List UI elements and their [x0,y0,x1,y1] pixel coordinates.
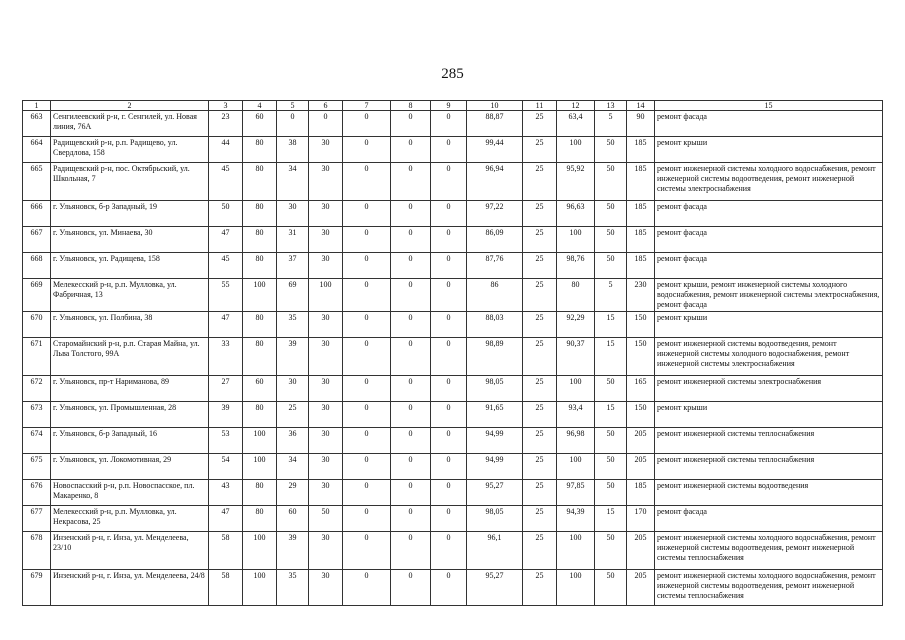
column-header-10: 10 [467,101,523,111]
cell-c5: 30 [277,376,309,402]
column-header-13: 13 [595,101,627,111]
cell-c6: 30 [309,402,343,428]
cell-c12: 100 [557,532,595,570]
cell-c11: 25 [523,428,557,454]
cell-n: 668 [23,253,51,279]
cell-c6: 30 [309,480,343,506]
cell-n: 665 [23,163,51,201]
cell-c7: 0 [343,376,391,402]
cell-work: ремонт инженерной системы водоотведения, ремонт инженерной системы холодного водоснабжения, ремонт инженерной системы электроснабжения [655,338,883,376]
cell-c7: 0 [343,253,391,279]
cell-c9: 0 [431,253,467,279]
cell-c6: 50 [309,506,343,532]
cell-c7: 0 [343,338,391,376]
cell-c5: 35 [277,312,309,338]
cell-c4: 100 [243,428,277,454]
cell-c14: 230 [627,279,655,312]
cell-c9: 0 [431,428,467,454]
cell-c3: 58 [209,532,243,570]
cell-c13: 50 [595,253,627,279]
cell-c5: 34 [277,454,309,480]
cell-c13: 50 [595,570,627,606]
cell-n: 664 [23,137,51,163]
cell-address: г. Ульяновск, ул. Полбина, 38 [51,312,209,338]
cell-c8: 0 [391,111,431,137]
cell-c7: 0 [343,570,391,606]
column-header-6: 6 [309,101,343,111]
cell-c6: 0 [309,111,343,137]
cell-c10: 95,27 [467,570,523,606]
cell-c4: 80 [243,402,277,428]
cell-c10: 94,99 [467,454,523,480]
cell-c8: 0 [391,532,431,570]
cell-n: 671 [23,338,51,376]
column-header-5: 5 [277,101,309,111]
cell-n: 672 [23,376,51,402]
cell-c9: 0 [431,201,467,227]
cell-c8: 0 [391,570,431,606]
column-header-2: 2 [51,101,209,111]
cell-c6: 30 [309,201,343,227]
cell-c9: 0 [431,402,467,428]
cell-c13: 50 [595,163,627,201]
cell-c13: 15 [595,312,627,338]
column-header-8: 8 [391,101,431,111]
cell-c5: 30 [277,201,309,227]
table-row [23,163,883,201]
table-row [23,137,883,163]
column-header-9: 9 [431,101,467,111]
page-number: 285 [441,66,464,82]
cell-c12: 90,37 [557,338,595,376]
cell-c8: 0 [391,428,431,454]
cell-c12: 100 [557,376,595,402]
cell-work: ремонт инженерной системы холодного водоснабжения, ремонт инженерной системы водоотведения, ремонт инженерной системы электроснабжения [655,163,883,201]
cell-c14: 185 [627,253,655,279]
cell-c5: 39 [277,532,309,570]
cell-c4: 80 [243,480,277,506]
cell-c10: 91,65 [467,402,523,428]
cell-work: ремонт инженерной системы электроснабжения [655,376,883,402]
cell-c10: 98,05 [467,376,523,402]
cell-c11: 25 [523,402,557,428]
cell-c4: 100 [243,532,277,570]
cell-c14: 185 [627,201,655,227]
cell-c9: 0 [431,338,467,376]
cell-c5: 31 [277,227,309,253]
cell-c8: 0 [391,376,431,402]
table-row [23,227,883,253]
cell-c10: 98,05 [467,506,523,532]
cell-c6: 30 [309,570,343,606]
table-row [23,253,883,279]
cell-work: ремонт инженерной системы теплоснабжения [655,428,883,454]
cell-c11: 25 [523,312,557,338]
cell-n: 678 [23,532,51,570]
table-row [23,338,883,376]
cell-c11: 25 [523,163,557,201]
cell-c3: 39 [209,402,243,428]
cell-c4: 100 [243,454,277,480]
cell-work: ремонт инженерной системы водоотведения [655,480,883,506]
column-header-11: 11 [523,101,557,111]
cell-address: Старомайнский р-н, р.п. Старая Майна, ул. Льва Толстого, 99А [51,338,209,376]
cell-c4: 80 [243,312,277,338]
cell-c9: 0 [431,570,467,606]
cell-c10: 88,87 [467,111,523,137]
cell-c8: 0 [391,201,431,227]
cell-c13: 50 [595,137,627,163]
cell-c3: 47 [209,506,243,532]
cell-c4: 80 [243,201,277,227]
cell-work: ремонт фасада [655,253,883,279]
cell-c13: 15 [595,506,627,532]
cell-c14: 205 [627,454,655,480]
column-header-1: 1 [23,101,51,111]
cell-c5: 69 [277,279,309,312]
cell-work: ремонт фасада [655,201,883,227]
cell-c6: 30 [309,227,343,253]
cell-c13: 50 [595,480,627,506]
table-row [23,402,883,428]
cell-c13: 50 [595,428,627,454]
cell-c10: 96,94 [467,163,523,201]
cell-address: Инзенский р-н, г. Инза, ул. Менделеева, 23/10 [51,532,209,570]
cell-c4: 80 [243,137,277,163]
cell-c11: 25 [523,111,557,137]
cell-c14: 205 [627,570,655,606]
cell-c8: 0 [391,279,431,312]
cell-work: ремонт крыши [655,137,883,163]
cell-work: ремонт крыши, ремонт инженерной системы холодного водоснабжения, ремонт инженерной системы электроснабжения, ремонт фасада [655,279,883,312]
cell-c4: 60 [243,111,277,137]
cell-c9: 0 [431,163,467,201]
cell-c3: 45 [209,163,243,201]
cell-c4: 80 [243,338,277,376]
cell-n: 674 [23,428,51,454]
cell-c3: 54 [209,454,243,480]
table-row [23,111,883,137]
cell-c9: 0 [431,454,467,480]
cell-c8: 0 [391,338,431,376]
cell-c10: 86 [467,279,523,312]
cell-c3: 47 [209,227,243,253]
cell-c12: 96,63 [557,201,595,227]
cell-c8: 0 [391,454,431,480]
cell-c14: 205 [627,428,655,454]
cell-work: ремонт фасада [655,227,883,253]
cell-c10: 96,1 [467,532,523,570]
cell-address: г. Ульяновск, ул. Локомотивная, 29 [51,454,209,480]
cell-c9: 0 [431,480,467,506]
cell-address: г. Ульяновск, ул. Радищева, 158 [51,253,209,279]
cell-c8: 0 [391,506,431,532]
buildings-table [22,100,883,606]
cell-n: 675 [23,454,51,480]
cell-c5: 36 [277,428,309,454]
column-header-7: 7 [343,101,391,111]
cell-c6: 30 [309,454,343,480]
cell-c10: 98,89 [467,338,523,376]
cell-c11: 25 [523,532,557,570]
cell-c9: 0 [431,279,467,312]
cell-n: 677 [23,506,51,532]
cell-c11: 25 [523,454,557,480]
cell-c12: 100 [557,454,595,480]
cell-c6: 30 [309,338,343,376]
cell-c12: 80 [557,279,595,312]
cell-c7: 0 [343,137,391,163]
cell-c13: 50 [595,532,627,570]
cell-c9: 0 [431,227,467,253]
cell-address: Радищевский р-н, р.п. Радищево, ул. Свердлова, 158 [51,137,209,163]
cell-c12: 93,4 [557,402,595,428]
cell-c14: 185 [627,227,655,253]
cell-c11: 25 [523,201,557,227]
cell-work: ремонт инженерной системы холодного водоснабжения, ремонт инженерной системы водоотведения, ремонт инженерной системы теплоснабжения [655,570,883,606]
cell-c12: 98,76 [557,253,595,279]
cell-c3: 58 [209,570,243,606]
cell-c11: 25 [523,570,557,606]
cell-address: Инзенский р-н, г. Инза, ул. Менделеева, 24/8 [51,570,209,606]
cell-c8: 0 [391,227,431,253]
cell-c14: 185 [627,137,655,163]
cell-address: г. Ульяновск, б-р Западный, 19 [51,201,209,227]
table-row [23,454,883,480]
cell-address: Мелекесский р-н, р.п. Мулловка, ул. Фабричная, 13 [51,279,209,312]
cell-c11: 25 [523,376,557,402]
cell-c5: 37 [277,253,309,279]
cell-c4: 80 [243,506,277,532]
cell-c7: 0 [343,111,391,137]
cell-c7: 0 [343,402,391,428]
table-body [23,111,883,606]
cell-c12: 96,98 [557,428,595,454]
cell-c8: 0 [391,312,431,338]
cell-c7: 0 [343,480,391,506]
cell-c12: 92,29 [557,312,595,338]
cell-c10: 94,99 [467,428,523,454]
cell-work: ремонт фасада [655,506,883,532]
cell-c12: 100 [557,137,595,163]
column-header-14: 14 [627,101,655,111]
table-row [23,570,883,606]
cell-c3: 55 [209,279,243,312]
cell-n: 670 [23,312,51,338]
cell-n: 663 [23,111,51,137]
cell-c13: 50 [595,227,627,253]
cell-c13: 50 [595,454,627,480]
cell-c9: 0 [431,506,467,532]
table-row [23,201,883,227]
cell-c5: 38 [277,137,309,163]
column-header-15: 15 [655,101,883,111]
cell-n: 669 [23,279,51,312]
cell-c10: 88,03 [467,312,523,338]
cell-c4: 80 [243,253,277,279]
cell-c6: 30 [309,376,343,402]
cell-c8: 0 [391,137,431,163]
cell-c9: 0 [431,532,467,570]
cell-c14: 150 [627,402,655,428]
cell-c14: 205 [627,532,655,570]
cell-c5: 34 [277,163,309,201]
cell-c12: 95,92 [557,163,595,201]
cell-c7: 0 [343,428,391,454]
cell-work: ремонт крыши [655,312,883,338]
cell-c12: 100 [557,227,595,253]
cell-c10: 87,76 [467,253,523,279]
table-row [23,506,883,532]
cell-c8: 0 [391,402,431,428]
cell-c10: 95,27 [467,480,523,506]
cell-c11: 25 [523,338,557,376]
column-header-12: 12 [557,101,595,111]
cell-c7: 0 [343,532,391,570]
cell-c5: 35 [277,570,309,606]
cell-c13: 15 [595,338,627,376]
cell-n: 667 [23,227,51,253]
cell-c8: 0 [391,163,431,201]
cell-c9: 0 [431,312,467,338]
cell-c14: 165 [627,376,655,402]
cell-c3: 44 [209,137,243,163]
cell-n: 666 [23,201,51,227]
cell-c8: 0 [391,253,431,279]
cell-n: 679 [23,570,51,606]
table-header-row [23,101,883,111]
cell-c7: 0 [343,506,391,532]
cell-c3: 50 [209,201,243,227]
cell-address: Радищевский р-н, пос. Октябрьский, ул. Школьная, 7 [51,163,209,201]
table-row [23,532,883,570]
cell-c4: 80 [243,163,277,201]
cell-c14: 150 [627,312,655,338]
cell-work: ремонт фасада [655,111,883,137]
table-row [23,428,883,454]
cell-c4: 100 [243,279,277,312]
cell-c4: 100 [243,570,277,606]
cell-n: 676 [23,480,51,506]
cell-c12: 63,4 [557,111,595,137]
column-header-3: 3 [209,101,243,111]
cell-c3: 53 [209,428,243,454]
cell-c6: 30 [309,163,343,201]
cell-c12: 97,85 [557,480,595,506]
cell-c6: 30 [309,253,343,279]
cell-c8: 0 [391,480,431,506]
cell-c6: 30 [309,532,343,570]
column-header-4: 4 [243,101,277,111]
cell-c13: 15 [595,402,627,428]
cell-c3: 47 [209,312,243,338]
cell-work: ремонт инженерной системы холодного водоснабжения, ремонт инженерной системы водоотведения, ремонт инженерной системы теплоснабжения [655,532,883,570]
cell-c14: 185 [627,480,655,506]
cell-c12: 94,39 [557,506,595,532]
cell-c9: 0 [431,137,467,163]
cell-c7: 0 [343,279,391,312]
table-row [23,279,883,312]
cell-c4: 80 [243,227,277,253]
cell-c3: 33 [209,338,243,376]
cell-c13: 5 [595,279,627,312]
cell-n: 673 [23,402,51,428]
cell-c4: 60 [243,376,277,402]
cell-c9: 0 [431,111,467,137]
cell-address: г. Ульяновск, б-р Западный, 16 [51,428,209,454]
cell-c14: 185 [627,163,655,201]
cell-c11: 25 [523,227,557,253]
cell-c6: 100 [309,279,343,312]
cell-c6: 30 [309,137,343,163]
cell-c6: 30 [309,312,343,338]
cell-address: г. Ульяновск, ул. Минаева, 30 [51,227,209,253]
cell-c13: 50 [595,201,627,227]
cell-c7: 0 [343,312,391,338]
cell-address: Новоспасский р-н, р.п. Новоспасское, пл. Макаренко, 8 [51,480,209,506]
cell-c3: 23 [209,111,243,137]
cell-c7: 0 [343,201,391,227]
cell-c11: 25 [523,480,557,506]
cell-address: Мелекесский р-н, р.п. Мулловка, ул. Некрасова, 25 [51,506,209,532]
table-row [23,312,883,338]
cell-c11: 25 [523,506,557,532]
cell-c10: 97,22 [467,201,523,227]
table-row [23,376,883,402]
cell-c5: 0 [277,111,309,137]
cell-c7: 0 [343,163,391,201]
cell-c7: 0 [343,227,391,253]
cell-work: ремонт крыши [655,402,883,428]
cell-address: г. Ульяновск, пр-т Нариманова, 89 [51,376,209,402]
cell-c12: 100 [557,570,595,606]
cell-address: г. Ульяновск, ул. Промышленная, 28 [51,402,209,428]
cell-c7: 0 [343,454,391,480]
cell-c3: 45 [209,253,243,279]
cell-c10: 99,44 [467,137,523,163]
cell-c13: 50 [595,376,627,402]
cell-c10: 86,09 [467,227,523,253]
table-row [23,480,883,506]
cell-c13: 5 [595,111,627,137]
cell-c9: 0 [431,376,467,402]
cell-c11: 25 [523,137,557,163]
cell-c11: 25 [523,279,557,312]
cell-c11: 25 [523,253,557,279]
cell-c3: 43 [209,480,243,506]
document-sheet [22,100,882,606]
cell-address: Сенгилеевский р-н, г. Сенгилей, ул. Новая линия, 76А [51,111,209,137]
cell-c14: 90 [627,111,655,137]
cell-c6: 30 [309,428,343,454]
cell-c3: 27 [209,376,243,402]
cell-c5: 60 [277,506,309,532]
cell-c5: 39 [277,338,309,376]
cell-work: ремонт инженерной системы теплоснабжения [655,454,883,480]
cell-c5: 29 [277,480,309,506]
cell-c5: 25 [277,402,309,428]
cell-c14: 150 [627,338,655,376]
cell-c14: 170 [627,506,655,532]
